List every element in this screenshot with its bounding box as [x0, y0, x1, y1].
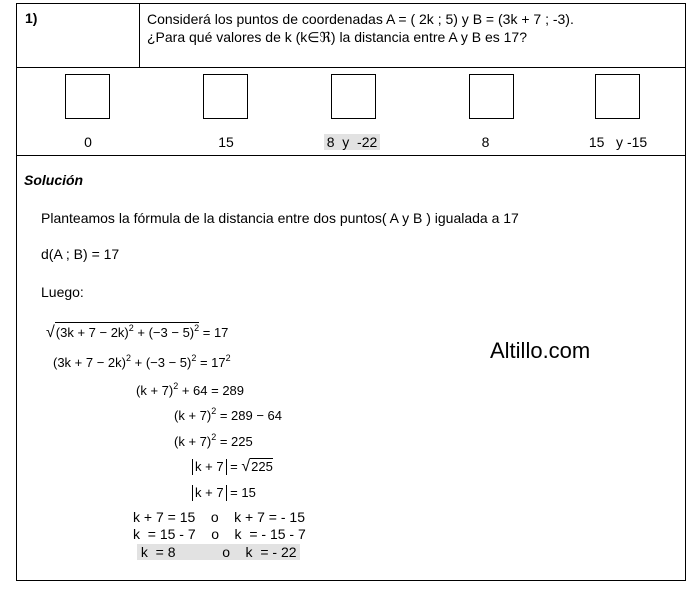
option-5: [563, 70, 673, 154]
option-2-checkbox[interactable]: [203, 74, 248, 119]
question-number: 1): [25, 10, 38, 26]
watermark: Altillo.com: [490, 338, 591, 363]
divider-question: [17, 67, 685, 68]
option-1: [33, 70, 143, 154]
solution-equation: d(A ; B) = 17: [41, 246, 120, 262]
step-1-radicand: $(3k + 7 - 2k)^2 + (-3 - 5)^2$: [55, 323, 200, 340]
step-9: k = 15 - 7 o k = - 15 - 7: [133, 526, 306, 542]
option-1-label: 0: [84, 134, 92, 150]
step-6: k + 7 = √225: [192, 458, 273, 476]
step-8: k + 7 = 15 o k + 7 = - 15: [133, 509, 305, 525]
option-4-checkbox[interactable]: [469, 74, 514, 119]
question-line-1: Considerá los puntos de coordenadas A = ( 2k ; 5) y B = (3k + 7 ; -3).: [147, 11, 574, 27]
sqrt-icon: √: [46, 324, 55, 341]
question-line-2: ¿Para qué valores de k (k∈ℜ) la distancia entre A y B es 17?: [147, 29, 528, 45]
step-1: $√(3k + 7 - 2k)^2 + (-3 - 5)^2 = 17$: [46, 323, 229, 341]
option-3-label: 8 y -22: [297, 134, 407, 150]
option-4-label: 8: [481, 134, 490, 150]
option-5-checkbox[interactable]: [595, 74, 640, 119]
option-3: [297, 70, 407, 154]
step-5: $(k + 7)^2 = 225$: [174, 432, 253, 449]
option-3-checkbox[interactable]: [331, 74, 376, 119]
step-10: [137, 544, 300, 560]
step-7: k + 7 = 15: [192, 485, 256, 501]
option-4: [437, 70, 547, 154]
step-2: $(3k + 7 - 2k)^2 + (-3 - 5)^2 = 17^2$: [53, 353, 231, 370]
option-2-label: 15: [218, 134, 234, 150]
step-3: $(k + 7)^2 + 64 = 289$: [136, 381, 245, 398]
option-2: [171, 70, 281, 154]
divider-options: [17, 155, 685, 156]
question-text: [147, 10, 574, 46]
solution-title: Solución: [24, 172, 84, 188]
solution-luego: Luego:: [41, 284, 84, 300]
divider-number: [139, 4, 140, 67]
option-5-label: 15 y -15: [588, 134, 648, 150]
final-answer-highlight: k = 8 o k = - 22: [137, 544, 301, 560]
option-1-checkbox[interactable]: [65, 74, 110, 119]
solution-intro: Planteamos la fórmula de la distancia entre dos puntos( A y B ) igualada a 17: [41, 210, 519, 226]
step-4: $(k + 7)^2 = 289 - 64$: [174, 406, 283, 423]
sqrt-icon: √: [241, 458, 251, 475]
